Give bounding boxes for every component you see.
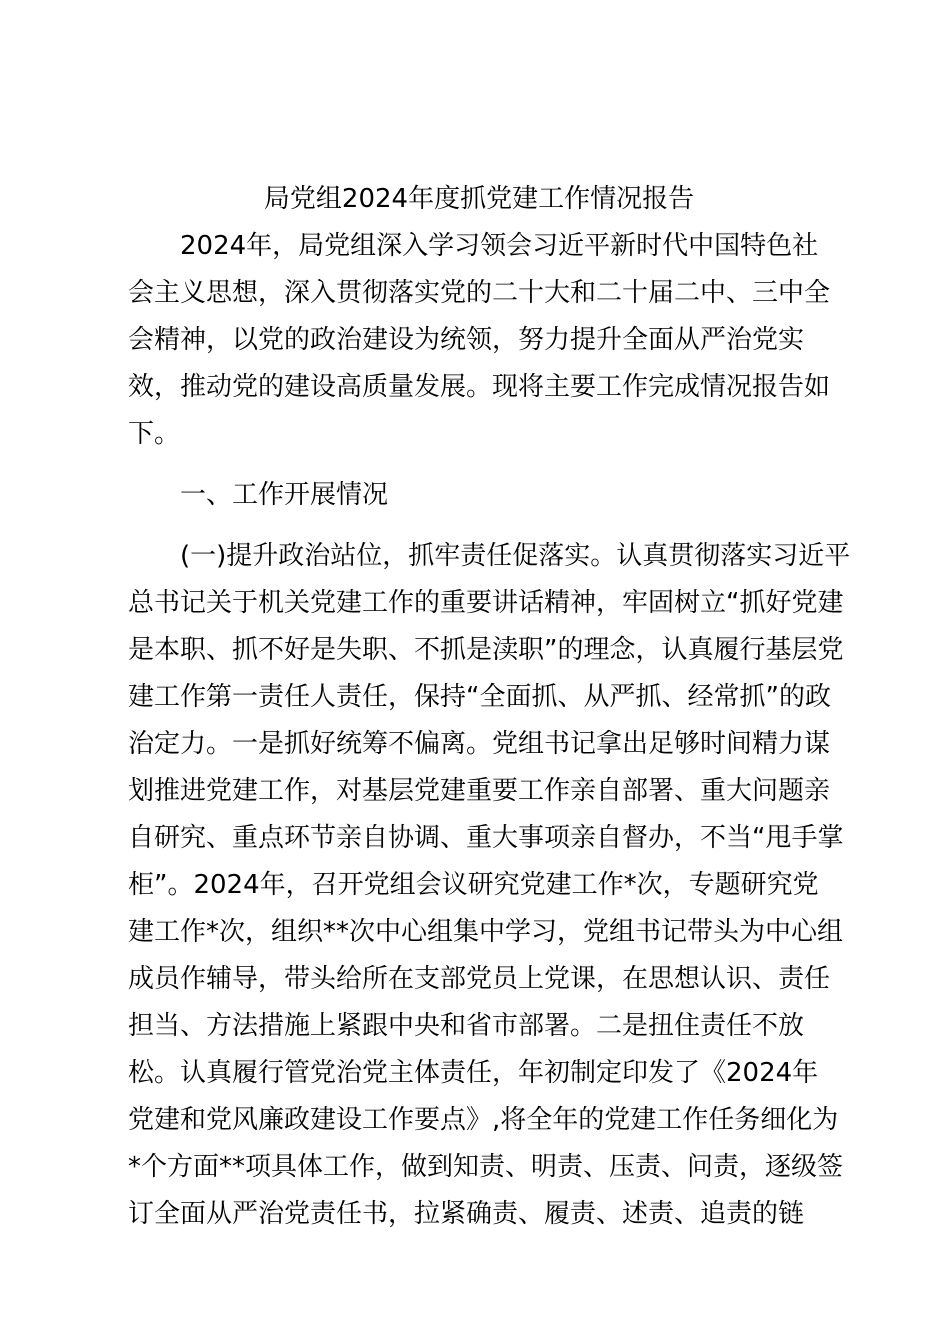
document-body <box>128 176 851 1238</box>
document-title: 局党组2024年度抓党建工作情况报告 <box>263 184 695 214</box>
intro-line: 会主义思想，深入贯彻落实党的二十大和二十届二中、三中全 <box>128 278 831 308</box>
body-line: (一)提升政治站位，抓牢责任促落实。认真贯彻落实习近平 <box>180 541 851 571</box>
intro-line: 下。 <box>128 419 181 449</box>
body-line: 是本职、抓不好是失职、不抓是渎职”的理念，认真履行基层党 <box>128 635 844 665</box>
body-line: 松。认真履行管党治党主体责任，年初制定印发了《2024年 <box>128 1058 819 1088</box>
body-line: 自研究、重点环节亲自协调、重大事项亲自督办，不当“甩手掌 <box>128 823 844 853</box>
body-line: 划推进党建工作，对基层党建重要工作亲自部署、重大问题亲 <box>128 776 831 806</box>
intro-line: 2024年，局党组深入学习领会习近平新时代中国特色社 <box>180 231 819 261</box>
paragraph-spacer <box>128 519 830 533</box>
body-line: 担当、方法措施上紧跟中央和省市部署。二是扭住责任不放 <box>128 1011 805 1041</box>
body-line: 治定力。一是抓好统筹不偏离。党组书记拿出足够时间精力谋 <box>128 729 831 759</box>
body-line: 建工作第一责任人责任，保持“全面抓、从严抓、经常抓”的政 <box>128 682 831 712</box>
body-line: 订全面从严治党责任书，拉紧确责、履责、述责、追责的链 <box>128 1199 805 1229</box>
section-heading: 一、工作开展情况 <box>180 480 389 510</box>
section-1-paragraph <box>128 533 851 1238</box>
intro-line: 会精神，以党的政治建设为统领，努力提升全面从严治党实 <box>128 325 805 355</box>
body-line: 柜”。2024年，召开党组会议研究党建工作*次，专题研究党 <box>128 870 819 900</box>
body-line: 总书记关于机关党建工作的重要讲话精神，牢固树立“抓好党建 <box>128 588 844 618</box>
body-line: 建工作*次，组织**次中心组集中学习，党组书记带头为中心组 <box>128 917 844 947</box>
paragraph-spacer <box>128 458 830 472</box>
intro-paragraph <box>128 223 830 458</box>
body-line: 成员作辅导，带头给所在支部党员上党课，在思想认识、责任 <box>128 964 831 994</box>
intro-line: 效，推动党的建设高质量发展。现将主要工作完成情况报告如 <box>128 372 831 402</box>
body-line: 党建和党风廉政建设工作要点》,将全年的党建工作任务细化为 <box>128 1105 839 1135</box>
body-line: *个方面**项具体工作，做到知责、明责、压责、问责，逐级签 <box>128 1152 844 1182</box>
